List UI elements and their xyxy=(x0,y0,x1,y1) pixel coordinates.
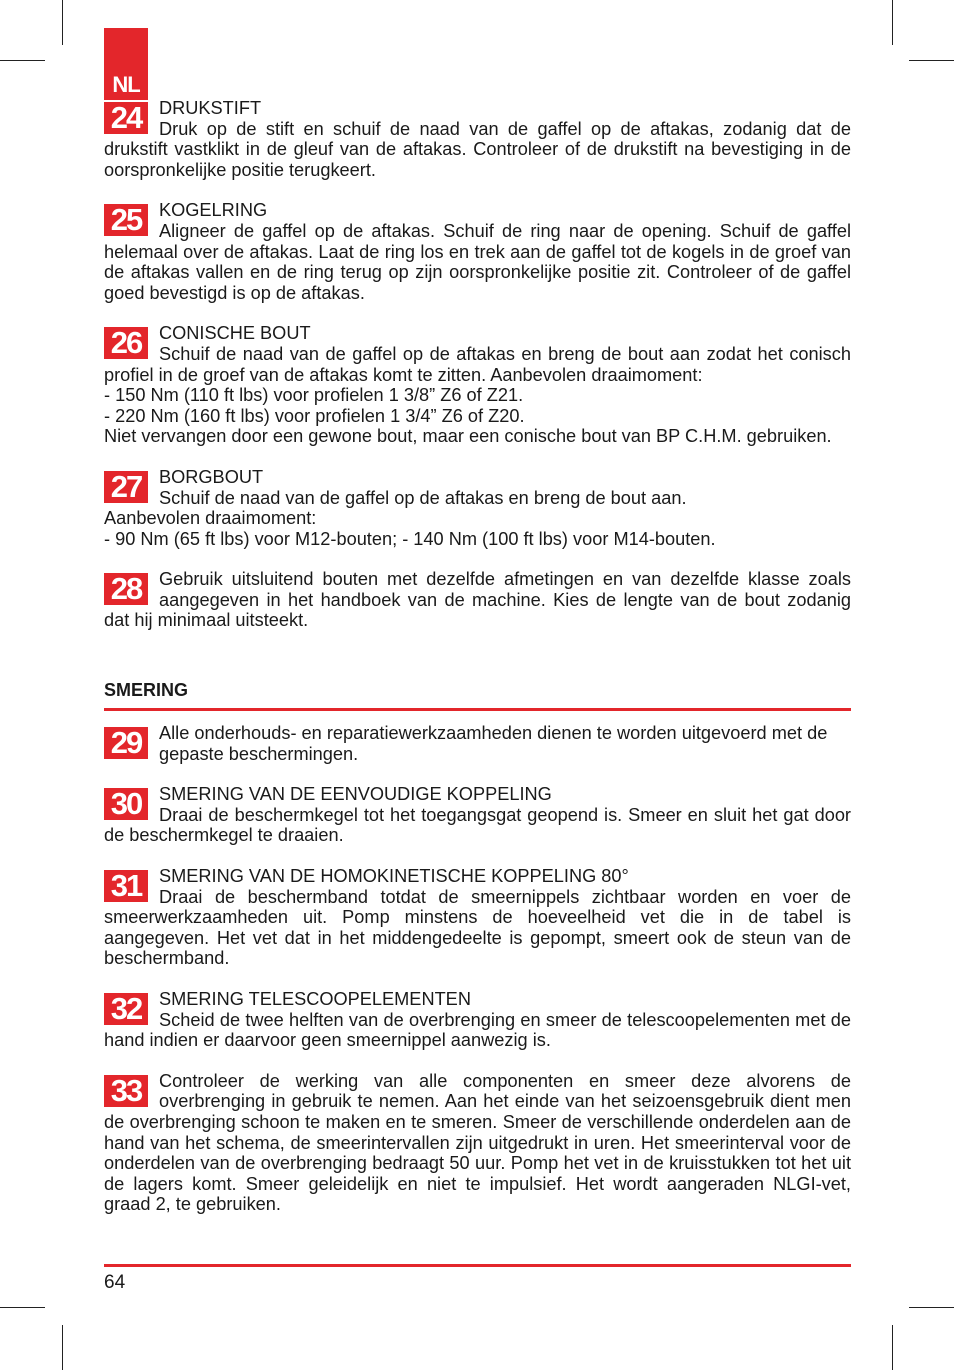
torque-line: Aanbevolen draaimoment: xyxy=(104,508,317,529)
step-text: Controleer de werking van alle componenten en smeer deze alvorens de overbrenging in gebruik te nemen. Aan het einde van het seizoensgebruik dient men de overbrenging schoon te maken en te smeren. Smeer de verschillende onderdelen aan de hand van het schema, de smeerintervallen zijn uitgedrukt in uren. Het smeerinterval voor de onderdelen van de overbrenging bedraagt 50 uur. Pomp het vet in de kruisstukken tot het uit de lagers komt. Smeer geleidelijk en niet te impulsief. Het wordt aangeraden NLGI-vet, graad 2, te gebruiken. xyxy=(104,1070,851,1215)
crop-mark xyxy=(62,0,63,45)
step-text: Draai de beschermkegel tot het toegangsgat geopend is. Smeer en sluit het gat door de beschermkegel te draaien. xyxy=(104,804,851,846)
crop-mark xyxy=(909,60,954,61)
step-33 xyxy=(104,1071,851,1215)
step-number-badge: 28 xyxy=(104,573,148,605)
step-number-badge: 32 xyxy=(104,993,148,1025)
step-title: DRUKSTIFT xyxy=(159,98,262,118)
step-title: BORGBOUT xyxy=(159,466,264,487)
step-title: CONISCHE BOUT xyxy=(159,323,311,344)
step-text: Gebruik uitsluitend bouten met dezelfde afmetingen en van dezelfde klasse zoals aangegeven in het handboek van de machine. Kies de lengte van de bout zodanig dat hij minimaal uitsteekt. xyxy=(104,569,851,631)
section-title: SMERING xyxy=(104,679,851,711)
step-title: SMERING VAN DE HOMOKINETISCHE KOPPELING 80° xyxy=(159,866,629,887)
crop-mark xyxy=(909,1307,954,1308)
step-text: Alle onderhouds- en reparatiewerkzaamheden dienen te worden uitgevoerd met de gepaste beschermingen. xyxy=(159,723,828,764)
step-text: Aligneer de gaffel op de aftakas. Schuif de ring naar de opening. Schuif de gaffel helemaal over de aftakas. Laat de ring los en trek aan de gaffel tot de kogels in de groef van de aftakas vallen en de ring terug op zijn oorspronkelijke positie zit. Controleer of de gaffel goed bevestigd is op de aftakas. xyxy=(104,220,851,303)
step-number-badge: 29 xyxy=(104,727,148,759)
step-27 xyxy=(104,467,851,549)
step-25 xyxy=(104,200,851,303)
language-tab: NL xyxy=(104,28,148,100)
step-number-badge: 30 xyxy=(104,788,148,820)
step-number-badge: 25 xyxy=(104,204,148,236)
step-title: KOGELRING xyxy=(159,200,268,221)
step-number-badge: 26 xyxy=(104,327,148,359)
torque-line: - 220 Nm (160 ft lbs) voor profielen 1 3/4” Z6 of Z20. xyxy=(104,405,525,426)
step-28 xyxy=(104,569,851,631)
step-29 xyxy=(104,723,851,764)
step-32 xyxy=(104,989,851,1051)
footer-divider xyxy=(104,1264,851,1267)
step-number-badge: 24 xyxy=(104,102,148,134)
step-number-badge: 31 xyxy=(104,870,148,902)
step-24 xyxy=(104,98,851,180)
crop-mark xyxy=(0,1307,45,1308)
step-text: Schuif de naad van de gaffel op de aftakas en breng de bout aan zodat het conisch profiel in de groef van de aftakas komt te zitten. Aanbevolen draaimoment: xyxy=(104,343,851,385)
step-text: Schuif de naad van de gaffel op de aftakas en breng de bout aan. xyxy=(159,487,687,508)
step-number-badge: 33 xyxy=(104,1075,148,1107)
crop-mark xyxy=(0,60,45,61)
step-31 xyxy=(104,866,851,969)
crop-mark xyxy=(62,1325,63,1370)
page-content xyxy=(104,98,851,1235)
step-text: Druk op de stift en schuif de naad van de gaffel op de aftakas, zodanig dat de drukstift vastklikt in de gleuf van de aftakas. Controleer of de drukstift na bevestiging in de oorspronkelijke positie terugkeert. xyxy=(104,118,851,180)
page-number: 64 xyxy=(104,1272,126,1293)
step-number-badge: 27 xyxy=(104,471,148,503)
torque-line: - 150 Nm (110 ft lbs) voor profielen 1 3/8” Z6 of Z21. xyxy=(104,385,524,406)
step-title: SMERING VAN DE EENVOUDIGE KOPPELING xyxy=(159,784,552,805)
step-26 xyxy=(104,323,851,447)
step-30 xyxy=(104,784,851,846)
step-title: SMERING TELESCOOPELEMENTEN xyxy=(159,989,471,1009)
crop-mark xyxy=(892,0,893,45)
crop-mark xyxy=(892,1325,893,1370)
step-text: Scheid de twee helften van de overbrenging en smeer de telescoopelementen met de hand indien er daarvoor geen smeernippel aanwezig is. xyxy=(104,1009,851,1051)
step-text: Draai de beschermband totdat de smeernippels zichtbaar worden en voer de smeerwerkzaamheden uit. Pomp minstens de hoeveelheid vet die in de tabel is aangegeven. Het vet dat in het middengedeelte is gepompt, smeert ook de steun van de beschermband. xyxy=(104,886,851,969)
step-note: Niet vervangen door een gewone bout, maar een conische bout van BP C.H.M. gebruiken. xyxy=(104,426,832,447)
torque-line: - 90 Nm (65 ft lbs) voor M12-bouten; - 140 Nm (100 ft lbs) voor M14-bouten. xyxy=(104,528,716,549)
